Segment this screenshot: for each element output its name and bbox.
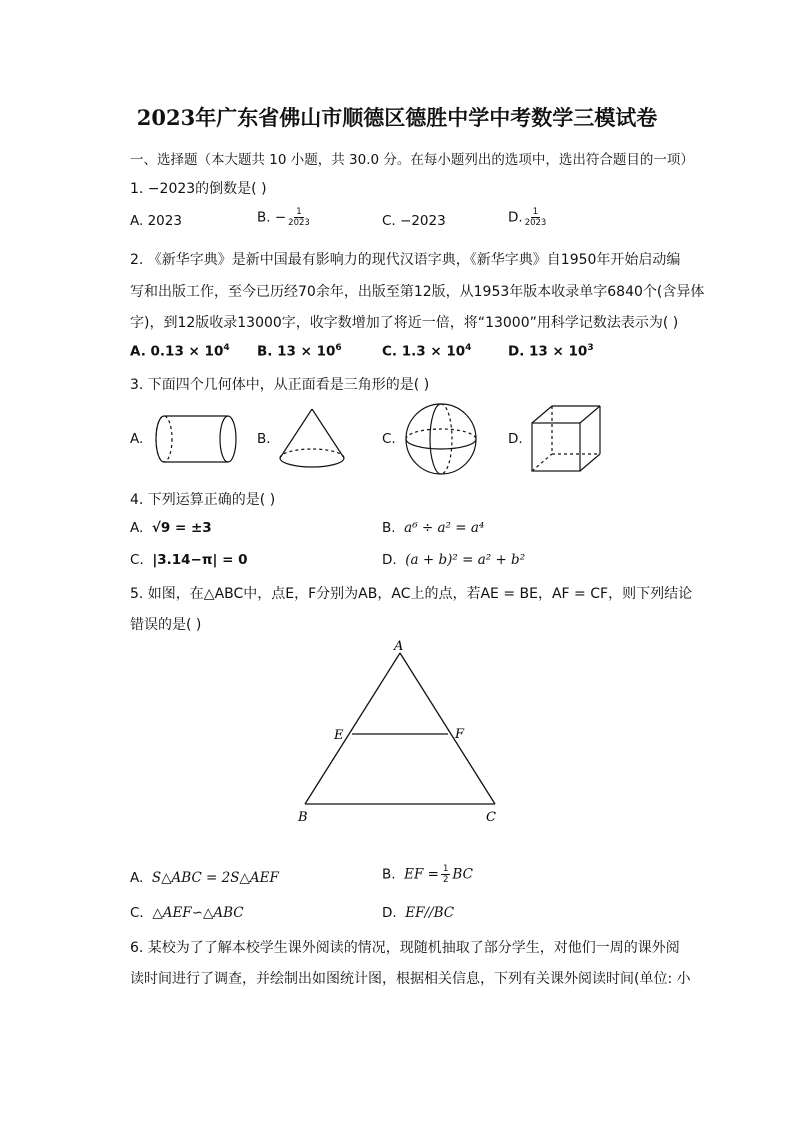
option-text: B. 13 × 10 xyxy=(257,343,336,360)
option-expression: △AEF∽△ABC xyxy=(152,905,244,921)
q3-option-a-label: A. xyxy=(130,431,144,447)
sphere-icon xyxy=(400,401,482,477)
vertex-label-a: A xyxy=(394,639,404,654)
option-expression: |3.14−π| = 0 xyxy=(152,552,248,568)
option-label: D. xyxy=(382,552,397,568)
fraction-numerator: 1 xyxy=(442,864,449,874)
option-expression: (a + b)² = a² + b² xyxy=(405,552,526,568)
question-2-line-1: 2. 《新华字典》是新中国最有影响力的现代汉语字典，《新华字典》自1950年开始启动编 xyxy=(130,252,681,268)
vertex-label-b: B xyxy=(298,810,308,825)
exponent: 3 xyxy=(587,343,594,353)
cylinder-icon xyxy=(150,410,246,468)
vertex-label-c: C xyxy=(486,810,496,825)
option-label: D. xyxy=(382,905,397,921)
q1-option-b-label: B. − xyxy=(257,209,287,226)
option-label: B. xyxy=(382,520,396,536)
exponent: 4 xyxy=(465,343,472,353)
q4-option-b xyxy=(382,520,484,536)
q5-option-a xyxy=(130,870,279,886)
exponent: 4 xyxy=(223,343,230,353)
q5-option-b-fraction xyxy=(441,864,450,885)
q2-option-d xyxy=(508,343,594,360)
cube-icon xyxy=(530,404,604,474)
side-ab xyxy=(305,653,400,804)
q1-option-b-fraction xyxy=(288,207,310,228)
question-3-stem: 3. 下面四个几何体中，从正面看是三角形的是( ) xyxy=(130,377,430,393)
q1-option-d-label: D. xyxy=(508,209,523,226)
option-label: A. xyxy=(130,870,144,886)
point-label-f: F xyxy=(455,727,465,742)
section-heading: 一、选择题（本大题共 10 小题，共 30.0 分。在每小题列出的选项中，选出符合题目的一项） xyxy=(130,152,694,168)
option-text: D. 13 × 10 xyxy=(508,343,588,360)
q2-option-a xyxy=(130,343,230,360)
option-label: A. xyxy=(130,520,144,536)
question-2-line-3: 字)，到12版收录13000字，收字数增加了将近一倍，将“13000”用科学记数法表示为( ) xyxy=(130,315,679,331)
option-expression: a⁶ ÷ a² = a⁴ xyxy=(404,520,485,536)
q1-option-d xyxy=(508,207,548,228)
side-ac xyxy=(400,653,495,804)
q1-option-c: C. −2023 xyxy=(382,213,446,229)
q2-option-b xyxy=(257,343,342,360)
fraction-numerator: 1 xyxy=(296,207,302,217)
q3-option-b-label: B. xyxy=(257,431,271,447)
q5-option-b xyxy=(382,864,473,885)
fraction-denominator: 2023 xyxy=(288,218,310,228)
option-expression: EF = xyxy=(404,866,439,883)
fraction-denominator: 2023 xyxy=(524,218,547,228)
question-6-line-1: 6. 某校为了了解本校学生课外阅读的情况，现随机抽取了部分学生，对他们一周的课外阅 xyxy=(130,940,680,956)
question-2-line-2: 写和出版工作，至今已历经70余年，出版至第12版，从1953年版本收录单字6840个(含异体 xyxy=(130,284,705,300)
q1-option-a: A. 2023 xyxy=(130,213,182,229)
fraction-numerator: 1 xyxy=(532,207,539,217)
question-1-stem: 1. −2023的倒数是( ) xyxy=(130,181,267,197)
cone-icon xyxy=(274,406,350,470)
q5-option-d xyxy=(382,905,454,921)
question-6-line-2: 读时间进行了调查，并绘制出如图统计图，根据相关信息，下列有关课外阅读时间(单位: 小 xyxy=(130,971,691,987)
q5-option-c xyxy=(130,905,244,921)
q3-option-c-label: C. xyxy=(382,431,396,447)
option-expression: EF//BC xyxy=(405,905,455,921)
question-5-line-2: 错误的是( ) xyxy=(130,617,202,633)
option-label: C. xyxy=(130,552,144,568)
option-expression: S△ABC = 2S△AEF xyxy=(151,870,279,886)
question-4-stem: 4. 下列运算正确的是( ) xyxy=(130,492,276,508)
q3-option-d-label: D. xyxy=(508,431,523,447)
page-title: 2023年广东省佛山市顺德区德胜中学中考数学三模试卷 xyxy=(136,105,658,130)
option-text: C. 1.3 × 10 xyxy=(382,343,466,360)
q4-option-c xyxy=(130,552,248,568)
fraction-denominator: 2 xyxy=(442,875,449,885)
q1-option-b xyxy=(257,207,312,228)
triangle-figure xyxy=(290,636,510,828)
option-expression-tail: BC xyxy=(452,866,473,883)
option-label: C. xyxy=(130,905,144,921)
question-5-line-1: 5. 如图，在△ABC中，点E，F分别为AB，AC上的点，若AE = BE，AF = CF，则下列结论 xyxy=(130,586,693,602)
point-label-e: E xyxy=(334,728,344,743)
q2-option-c xyxy=(382,343,471,360)
q1-option-d-fraction xyxy=(525,207,547,228)
option-label: B. xyxy=(382,866,396,883)
option-expression: √9 = ±3 xyxy=(151,520,212,536)
option-text: A. 0.13 × 10 xyxy=(130,343,224,360)
q4-option-a xyxy=(130,520,212,536)
exponent: 6 xyxy=(335,343,342,353)
q4-option-d xyxy=(382,552,525,568)
